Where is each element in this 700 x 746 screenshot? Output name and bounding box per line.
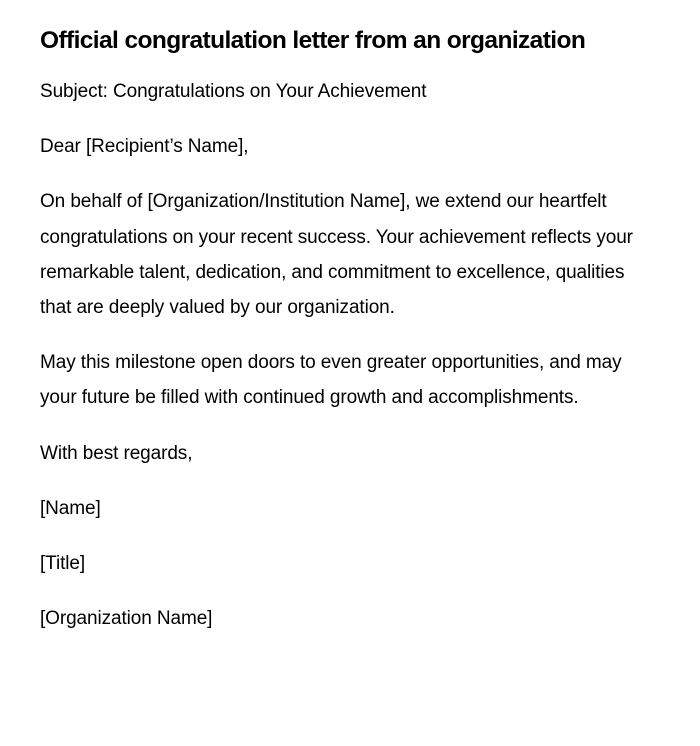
signature-title: [Title]: [40, 553, 86, 575]
signature-name: [Name]: [40, 497, 101, 519]
subject-line: Subject: Congratulations on Your Achievement: [40, 81, 427, 102]
document-title: Official congratulation letter from an organization: [40, 27, 586, 54]
body-paragraph-1: On behalf of [Organization/Institution Name], we extend our heartfelt congratulations on your recent success. Your achievement reflects your remarkable talent, dedication, and commitment to excellence, qualities that are deeply valued by our organization.: [40, 191, 633, 319]
signature-organization: [Organization Name]: [40, 608, 213, 630]
greeting: Dear [Recipient’s Name],: [40, 136, 249, 158]
body-paragraph-2: May this milestone open doors to even greater opportunities, and may your future be filled with continued growth and accomplishments.: [40, 352, 622, 409]
closing: With best regards,: [40, 442, 193, 464]
